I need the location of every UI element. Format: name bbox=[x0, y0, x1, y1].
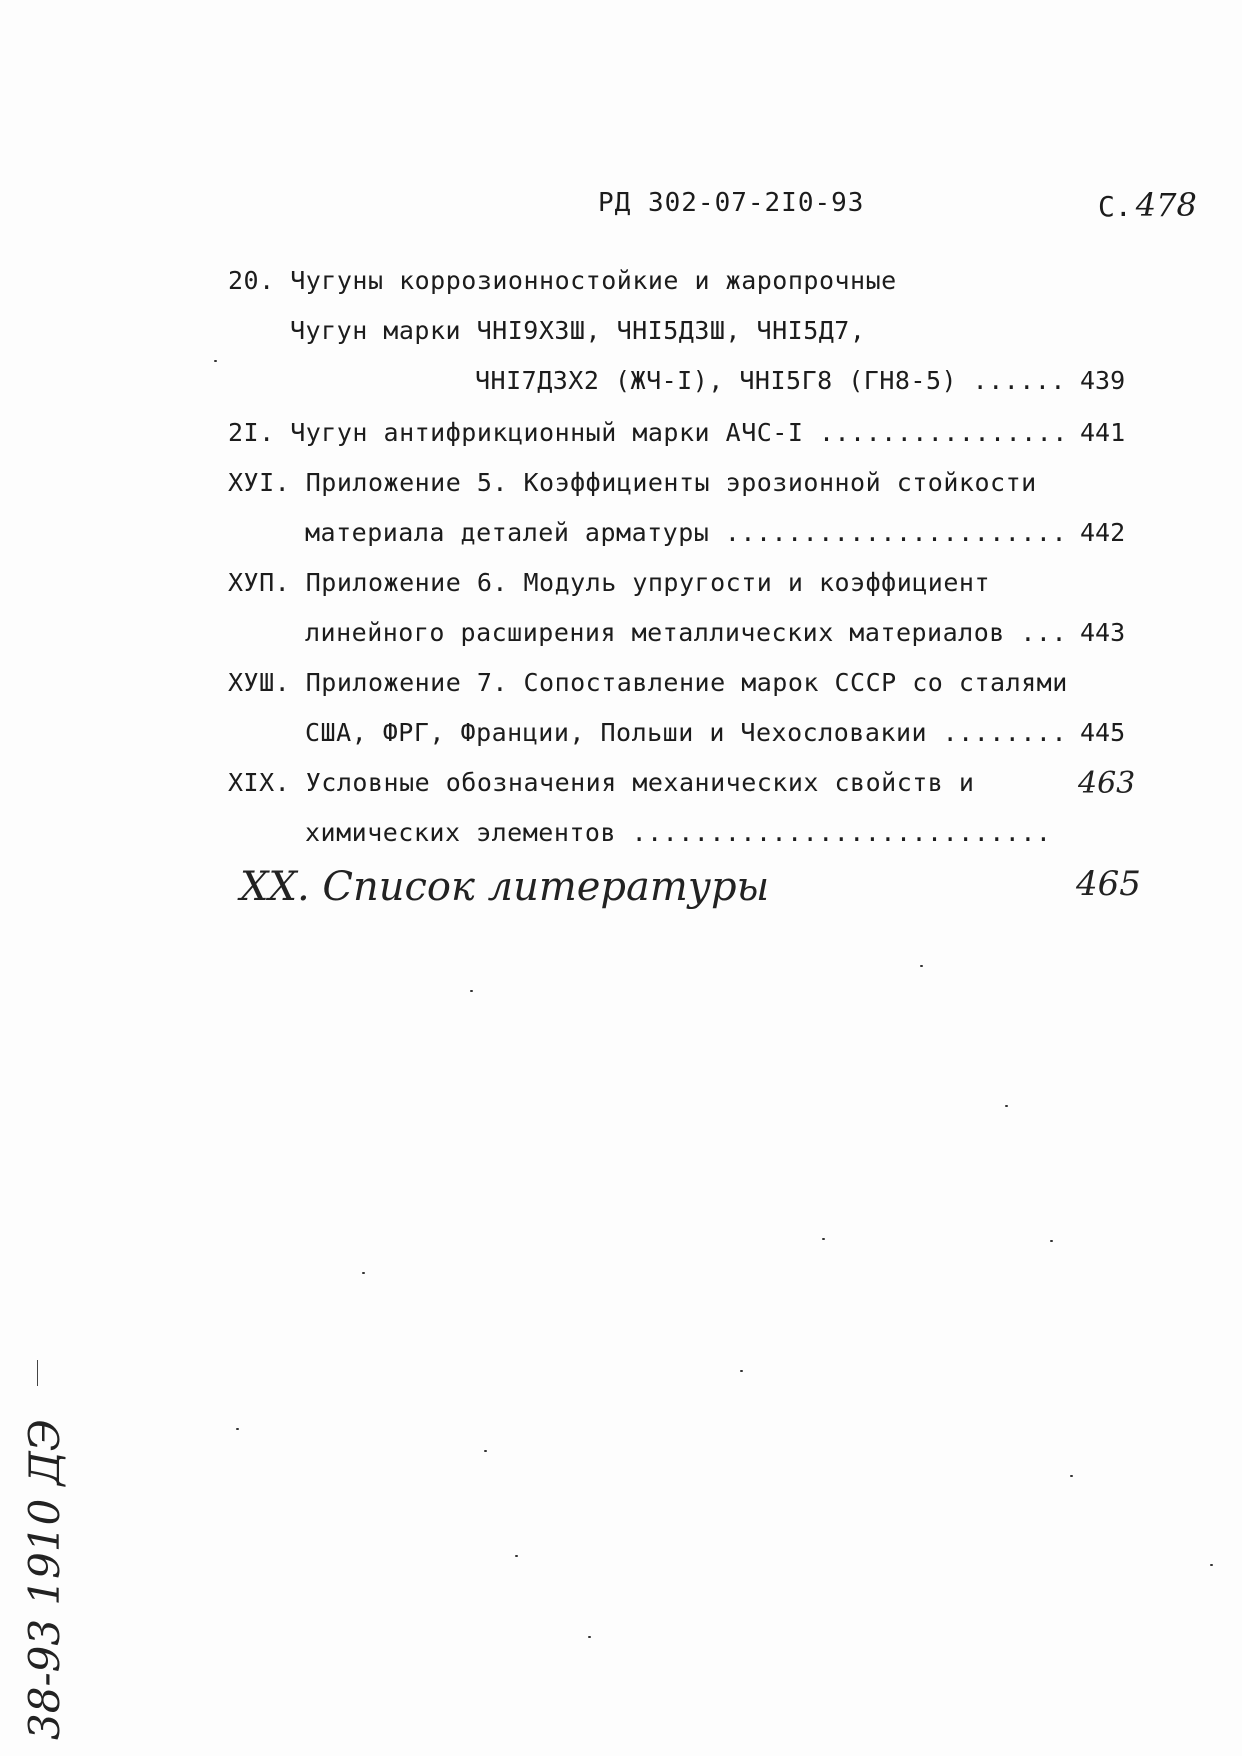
scan-speck bbox=[484, 1450, 487, 1452]
scan-speck bbox=[1005, 1105, 1008, 1107]
scan-speck bbox=[588, 1636, 591, 1638]
scan-speck bbox=[362, 1272, 365, 1274]
toc-page-number: 442 bbox=[1080, 518, 1126, 547]
toc-line: ХУI. Приложение 5. Коэффициенты эрозионной стойкости bbox=[228, 468, 1037, 497]
handwritten-toc-page-number: 465 bbox=[1076, 864, 1141, 904]
toc-page-number: 439 bbox=[1080, 366, 1126, 395]
toc-page-number-handwritten: 463 bbox=[1078, 766, 1136, 801]
toc-line: ЧНI7ДЗХ2 (ЖЧ-I), ЧНI5Г8 (ГН8-5) ...... bbox=[475, 366, 1066, 395]
page-number-prefix: С. bbox=[1098, 190, 1132, 223]
toc-line: материала деталей арматуры ...................... bbox=[305, 518, 1068, 547]
toc-line: США, ФРГ, Франции, Польши и Чехословакии ........ bbox=[305, 718, 1068, 747]
scan-speck bbox=[214, 360, 217, 362]
scan-speck bbox=[1050, 1240, 1053, 1242]
scan-speck bbox=[1070, 1475, 1073, 1477]
toc-page-number: 443 bbox=[1080, 618, 1126, 647]
toc-line: ХIХ. Условные обозначения механических свойств и bbox=[228, 768, 975, 797]
page-number-handwritten: 478 bbox=[1135, 186, 1197, 224]
scan-speck bbox=[515, 1555, 518, 1557]
handwritten-toc-entry: ХХ. Список литературы bbox=[240, 864, 770, 910]
scan-speck bbox=[236, 1428, 239, 1430]
toc-line: Чугун марки ЧНI9ХЗШ, ЧНI5ДЗШ, ЧНI5Д7, bbox=[290, 316, 866, 345]
toc-line: линейного расширения металлических материалов ... bbox=[305, 618, 1068, 647]
scan-speck bbox=[740, 1370, 743, 1372]
margin-tick bbox=[37, 1360, 38, 1386]
toc-line: ХУШ. Приложение 7. Сопоставление марок СССР со сталями bbox=[228, 668, 1068, 697]
toc-page-number: 445 bbox=[1080, 718, 1126, 747]
scan-speck bbox=[1210, 1564, 1213, 1566]
toc-line: 2I. Чугун антифрикционный марки АЧС-I ................ bbox=[228, 418, 1068, 447]
scan-speck bbox=[920, 965, 923, 967]
scan-speck bbox=[822, 1238, 825, 1240]
toc-line: ХУП. Приложение 6. Модуль упругости и коэффициент bbox=[228, 568, 991, 597]
page-number bbox=[1098, 186, 1197, 224]
toc-line: 20. Чугуны коррозионностойкие и жаропрочные bbox=[228, 266, 897, 295]
toc-page-number: 441 bbox=[1080, 418, 1126, 447]
scan-speck bbox=[470, 990, 473, 992]
margin-handwritten-note: 38-93 1910 ДЭ bbox=[20, 1419, 69, 1740]
document-code: РД 302-07-2I0-93 bbox=[598, 188, 865, 218]
toc-line: химических элементов ........................... bbox=[305, 818, 1052, 847]
